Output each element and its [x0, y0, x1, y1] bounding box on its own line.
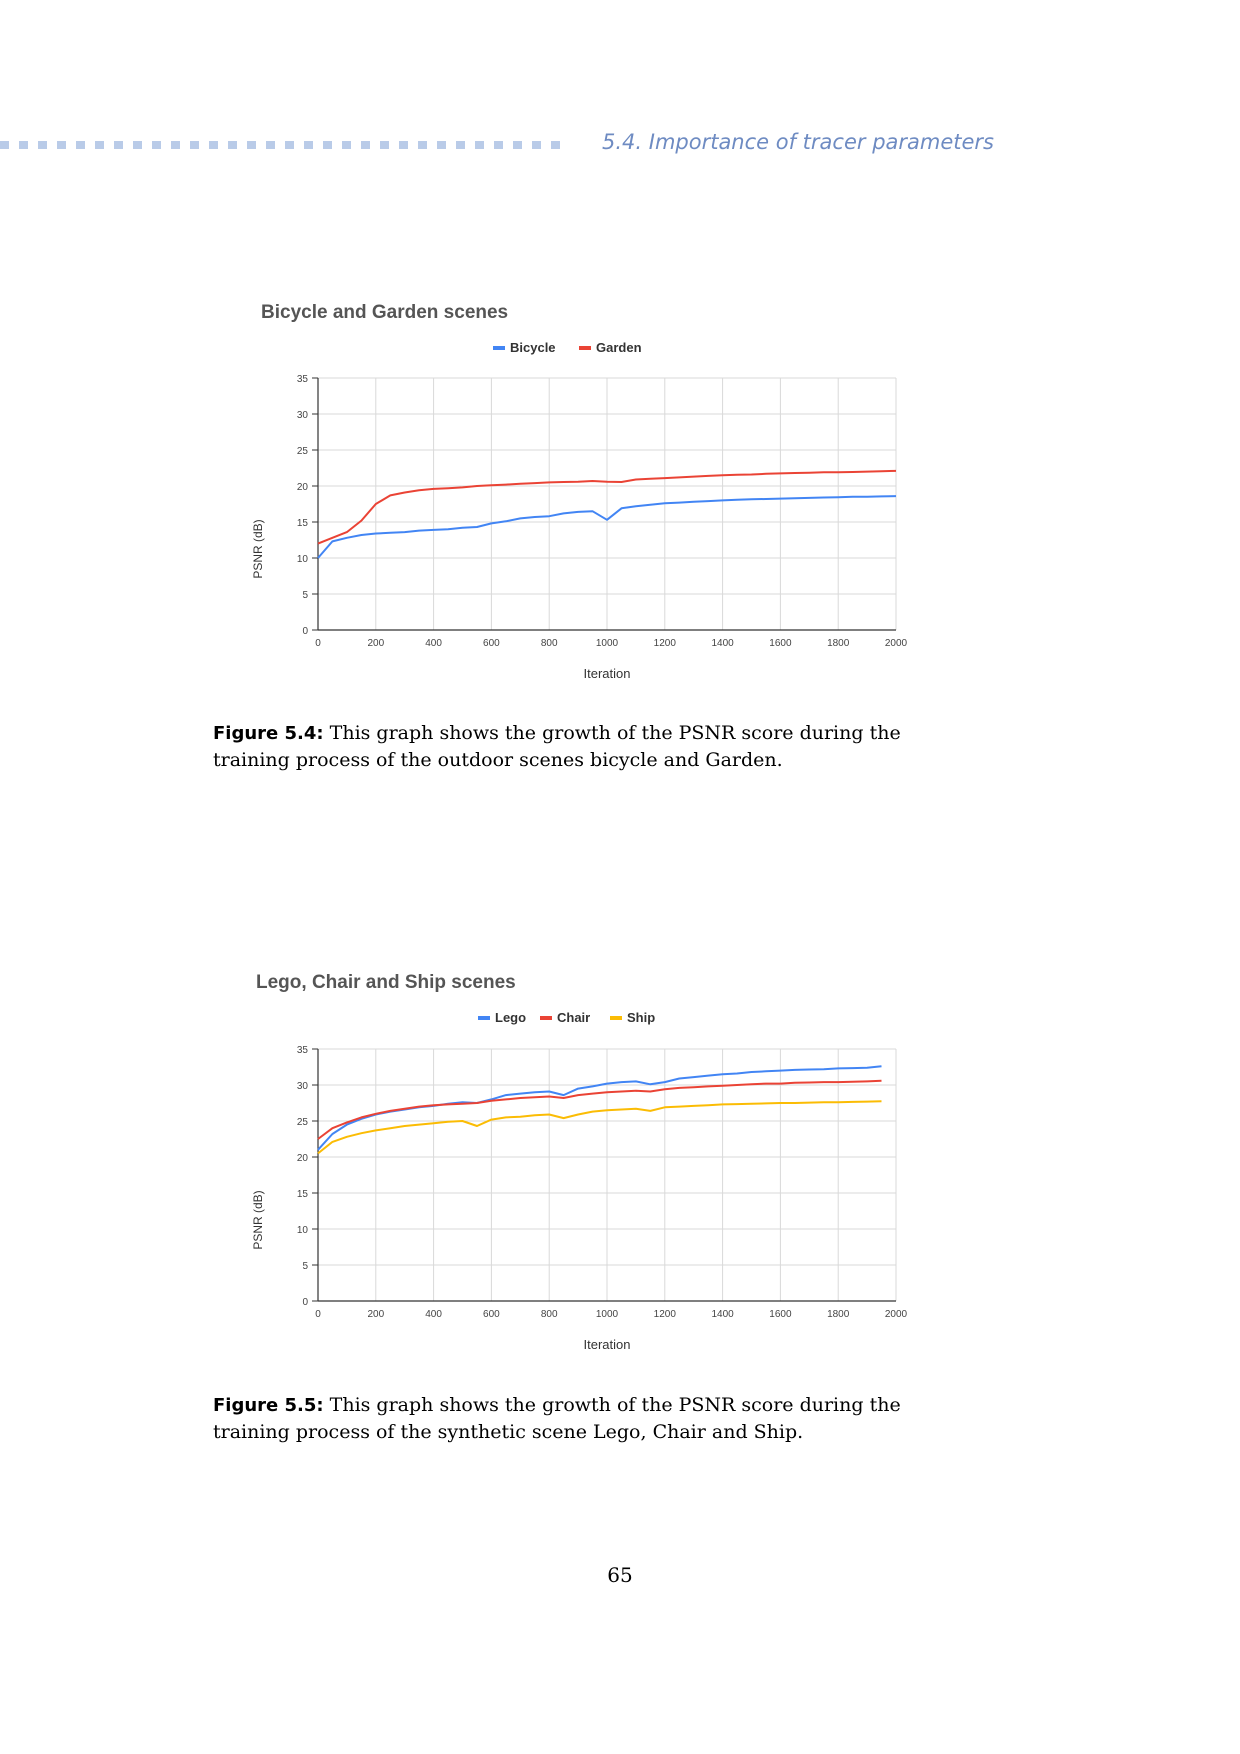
header-dot — [437, 141, 446, 149]
running-header-title: 5.4. Importance of tracer parameters — [602, 130, 994, 154]
header-dot — [209, 141, 218, 149]
header-dot — [0, 141, 9, 149]
x-tick-label: 1600 — [769, 638, 792, 649]
y-tick-label: 35 — [296, 1045, 308, 1056]
header-dot — [551, 141, 560, 149]
y-tick-label: 25 — [296, 1117, 308, 1128]
x-tick-label: 1800 — [827, 638, 850, 649]
x-axis-title: Iteration — [583, 666, 631, 681]
figure-5-5-caption — [213, 1392, 933, 1445]
x-tick-label: 400 — [425, 1309, 442, 1320]
figure-label: Figure 5.5: — [213, 1395, 324, 1416]
legend-label: Lego — [495, 1010, 527, 1025]
y-axis-title: PSNR (dB) — [251, 1190, 265, 1250]
y-axis-title: PSNR (dB) — [251, 519, 265, 579]
x-tick-label: 600 — [483, 638, 500, 649]
header-dot — [456, 141, 465, 149]
header-dot — [190, 141, 199, 149]
x-tick-label: 1400 — [711, 1309, 734, 1320]
chart-title: Bicycle and Garden scenes — [261, 302, 509, 323]
x-tick-label: 1800 — [827, 1309, 850, 1320]
y-tick-label: 5 — [302, 1261, 308, 1272]
x-tick-label: 1000 — [595, 638, 619, 649]
header-dot — [152, 141, 161, 149]
legend-label: Garden — [596, 340, 642, 355]
header-dot — [95, 141, 104, 149]
line-chart-bicycle-garden — [0, 290, 1240, 690]
page-number: 65 — [607, 1563, 633, 1587]
header-dot — [76, 141, 85, 149]
figure-5-4-caption — [213, 720, 933, 773]
header-dot — [19, 141, 28, 149]
x-tick-label: 2000 — [884, 638, 908, 649]
y-tick-label: 20 — [296, 482, 308, 493]
x-tick-label: 600 — [483, 1309, 500, 1320]
y-tick-label: 25 — [296, 446, 308, 457]
y-tick-label: 5 — [302, 590, 308, 601]
x-tick-label: 200 — [367, 1309, 385, 1320]
y-tick-label: 30 — [296, 1081, 308, 1092]
header-dot — [114, 141, 123, 149]
legend-swatch — [540, 1016, 552, 1020]
x-tick-label: 0 — [315, 638, 321, 649]
x-tick-label: 1200 — [653, 1309, 676, 1320]
figure-5-4-chart — [0, 290, 1240, 690]
line-chart-lego-chair-ship — [0, 962, 1240, 1362]
y-tick-label: 30 — [296, 410, 308, 421]
x-tick-label: 200 — [367, 638, 385, 649]
header-dot — [475, 141, 484, 149]
header-dot — [266, 141, 275, 149]
header-dot — [247, 141, 256, 149]
legend-label: Bicycle — [510, 340, 556, 355]
chart-title: Lego, Chair and Ship scenes — [256, 972, 516, 993]
y-tick-label: 20 — [296, 1153, 308, 1164]
x-tick-label: 2000 — [884, 1309, 908, 1320]
caption-text: This graph shows the growth of the PSNR score during the training process of the synthetic scene Lego, Chair and Ship. — [213, 1394, 901, 1443]
legend-swatch — [478, 1016, 490, 1020]
legend-label: Chair — [557, 1010, 591, 1025]
x-tick-label: 800 — [540, 638, 558, 649]
x-tick-label: 1200 — [653, 638, 676, 649]
legend-swatch — [579, 346, 591, 350]
series-line-chair — [318, 1081, 882, 1139]
header-dot — [399, 141, 408, 149]
header-dot — [228, 141, 237, 149]
header-dot — [513, 141, 522, 149]
y-tick-label: 0 — [302, 1297, 308, 1308]
x-tick-label: 1400 — [711, 638, 734, 649]
y-tick-label: 35 — [296, 374, 308, 385]
header-dot — [38, 141, 47, 149]
legend-swatch — [493, 346, 505, 350]
header-dot — [171, 141, 180, 149]
header-dot — [285, 141, 294, 149]
y-tick-label: 15 — [296, 518, 308, 529]
header-dot — [494, 141, 503, 149]
header-dot — [418, 141, 427, 149]
header-dot — [304, 141, 313, 149]
y-tick-label: 15 — [296, 1189, 308, 1200]
figure-label: Figure 5.4: — [213, 723, 324, 744]
caption-text: This graph shows the growth of the PSNR score during the training process of the outdoor scenes bicycle and Garden. — [213, 722, 901, 771]
header-dot — [323, 141, 332, 149]
x-tick-label: 1600 — [769, 1309, 792, 1320]
y-tick-label: 10 — [296, 554, 308, 565]
header-dot — [57, 141, 66, 149]
x-tick-label: 400 — [425, 638, 442, 649]
x-tick-label: 800 — [540, 1309, 558, 1320]
header-dot — [133, 141, 142, 149]
y-tick-label: 0 — [302, 626, 308, 637]
y-tick-label: 10 — [296, 1225, 308, 1236]
legend-label: Ship — [627, 1010, 656, 1025]
x-tick-label: 0 — [315, 1309, 321, 1320]
header-dot — [532, 141, 541, 149]
series-line-lego — [318, 1066, 882, 1150]
x-tick-label: 1000 — [595, 1309, 619, 1320]
header-dot — [361, 141, 370, 149]
header-dot — [380, 141, 389, 149]
legend-swatch — [610, 1016, 622, 1020]
header-decoration — [0, 141, 590, 149]
x-axis-title: Iteration — [583, 1337, 631, 1352]
figure-5-5-chart — [0, 962, 1240, 1362]
header-dot — [342, 141, 351, 149]
